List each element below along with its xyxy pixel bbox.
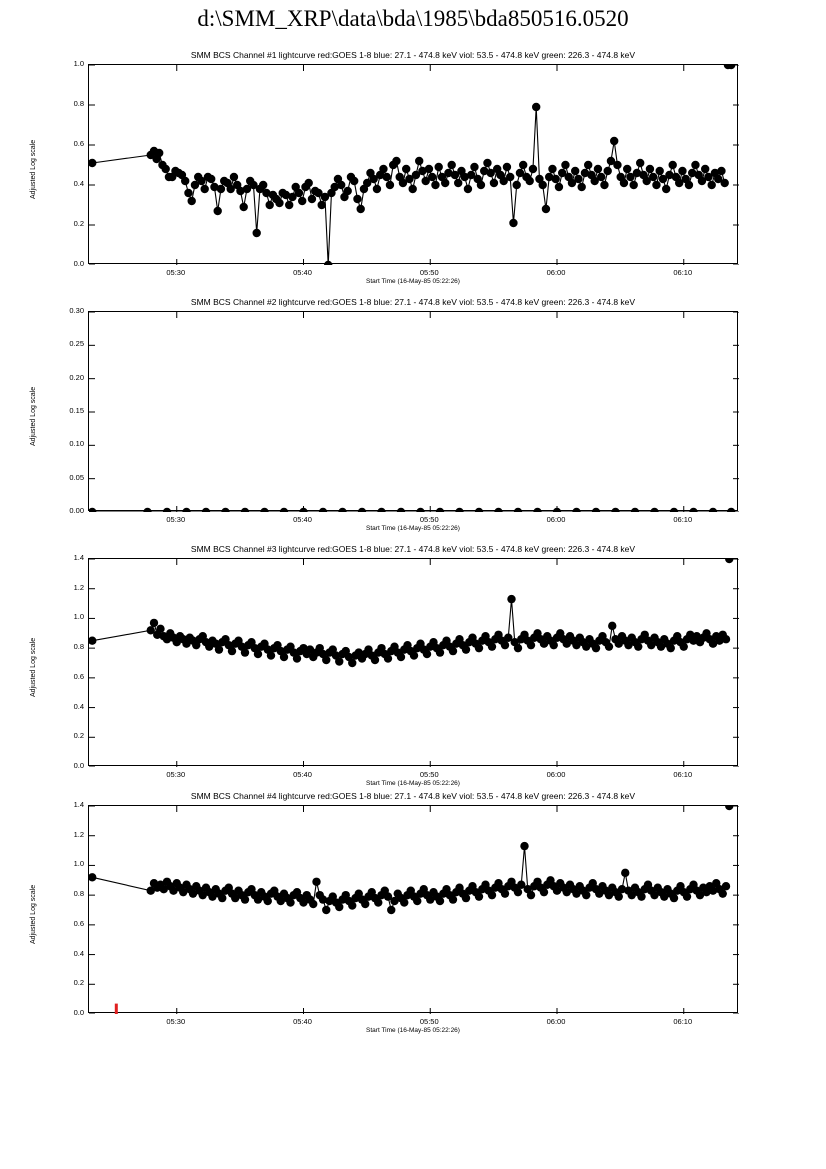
y-tick-label: 0.20 bbox=[69, 372, 84, 382]
x-tick-label: 05:30 bbox=[166, 1017, 186, 1026]
y-tick-label: 0.25 bbox=[69, 339, 84, 349]
plot-area-channel4 bbox=[88, 805, 738, 1013]
y-tick-label: 0.00 bbox=[69, 506, 84, 515]
y-tick-label: 0.2 bbox=[73, 731, 84, 741]
y-tick-label: 1.0 bbox=[73, 612, 84, 622]
x-tick-label: 05:40 bbox=[293, 268, 312, 277]
x-axis-label: Start Time (16-May-85 05:22:26) bbox=[366, 780, 460, 787]
x-axis-label: Start Time (16-May-85 05:22:26) bbox=[366, 278, 460, 285]
page-title: d:\SMM_XRP\data\bda\1985\bda850516.0520 bbox=[197, 6, 629, 31]
chart-title-channel2: SMM BCS Channel #2 lightcurve red:GOES 1-8 blue: 27.1 - 474.8 keV viol: 53.5 - 474.8 keV green: 226.3 - 474.8 keV bbox=[190, 297, 636, 307]
y-tick-label: 1.2 bbox=[73, 829, 84, 839]
y-axis-label: Adjusted Log scale bbox=[30, 386, 37, 446]
y-tick-label: 0.10 bbox=[69, 439, 84, 449]
chart-title-channel4: SMM BCS Channel #4 lightcurve red:GOES 1-8 blue: 27.1 - 474.8 keV viol: 53.5 - 474.8 keV green: 226.3 - 474.8 keV bbox=[190, 791, 636, 801]
y-tick-label: 0.0 bbox=[73, 259, 84, 268]
x-tick-label: 05:50 bbox=[419, 268, 439, 277]
y-tick-label: 0.2 bbox=[73, 219, 84, 228]
x-tick-label: 06:10 bbox=[673, 515, 693, 524]
y-tick-label: 0.6 bbox=[73, 139, 84, 148]
x-tick-label: 05:50 bbox=[419, 770, 439, 779]
x-tick-label: 06:00 bbox=[546, 515, 566, 524]
plot-area-channel3 bbox=[88, 558, 738, 766]
plot-area-channel2 bbox=[88, 311, 738, 511]
x-tick-label: 06:10 bbox=[673, 770, 693, 779]
y-tick-label: 0.15 bbox=[69, 406, 84, 415]
chart-title-channel3: SMM BCS Channel #3 lightcurve red:GOES 1-8 blue: 27.1 - 474.8 keV viol: 53.5 - 474.8 keV green: 226.3 - 474.8 keV bbox=[190, 544, 636, 554]
x-tick-label: 05:50 bbox=[419, 1017, 439, 1026]
plot-canvas-channel3 bbox=[89, 559, 739, 767]
goes-marker bbox=[115, 1004, 118, 1014]
x-tick-label: 05:30 bbox=[166, 515, 186, 524]
y-tick-label: 0.4 bbox=[73, 948, 84, 958]
y-tick-label: 0.30 bbox=[69, 306, 84, 315]
y-tick-label: 1.0 bbox=[73, 859, 84, 869]
y-tick-label: 0.6 bbox=[73, 918, 84, 928]
x-tick-label: 06:00 bbox=[546, 268, 566, 277]
plot-area-channel1 bbox=[88, 64, 738, 264]
x-tick-label: 06:10 bbox=[673, 268, 693, 277]
chart-panel-channel2 bbox=[0, 297, 826, 537]
y-tick-label: 0.4 bbox=[73, 179, 84, 188]
x-tick-label: 05:40 bbox=[293, 1017, 312, 1026]
x-tick-label: 06:00 bbox=[546, 770, 566, 779]
y-axis-label: Adjusted Log scale bbox=[30, 637, 37, 697]
y-tick-label: 0.4 bbox=[73, 701, 84, 711]
plot-canvas-channel1 bbox=[89, 65, 739, 265]
x-tick-label: 05:30 bbox=[166, 770, 186, 779]
y-tick-label: 0.8 bbox=[73, 99, 84, 108]
x-tick-label: 06:10 bbox=[673, 1017, 693, 1026]
y-tick-label: 0.6 bbox=[73, 671, 84, 681]
chart-panel-channel1 bbox=[0, 50, 826, 290]
y-tick-label: 0.8 bbox=[73, 642, 84, 652]
plot-canvas-channel2 bbox=[89, 312, 739, 512]
chart-title-channel1: SMM BCS Channel #1 lightcurve red:GOES 1-8 blue: 27.1 - 474.8 keV viol: 53.5 - 474.8 keV green: 226.3 - 474.8 keV bbox=[190, 50, 636, 60]
x-tick-label: 05:50 bbox=[419, 515, 439, 524]
y-tick-label: 0.0 bbox=[73, 761, 84, 770]
y-tick-label: 0.0 bbox=[73, 1008, 84, 1017]
y-tick-label: 1.4 bbox=[73, 553, 84, 562]
x-axis-label: Start Time (16-May-85 05:22:26) bbox=[366, 1027, 460, 1034]
y-tick-label: 1.2 bbox=[73, 582, 84, 592]
chart-panel-channel3 bbox=[0, 544, 826, 792]
x-tick-label: 05:40 bbox=[293, 515, 312, 524]
data-line bbox=[92, 846, 726, 910]
x-tick-label: 05:40 bbox=[293, 770, 312, 779]
y-tick-label: 0.8 bbox=[73, 889, 84, 899]
y-tick-label: 1.0 bbox=[73, 59, 84, 68]
plot-canvas-channel4 bbox=[89, 806, 739, 1014]
chart-panel-channel4 bbox=[0, 791, 826, 1039]
y-tick-label: 0.05 bbox=[69, 472, 84, 482]
y-axis-label: Adjusted Log scale bbox=[30, 139, 37, 199]
x-tick-label: 05:30 bbox=[166, 268, 186, 277]
x-tick-label: 06:00 bbox=[546, 1017, 566, 1026]
y-tick-label: 1.4 bbox=[73, 800, 84, 809]
x-axis-label: Start Time (16-May-85 05:22:26) bbox=[366, 525, 460, 532]
y-axis-label: Adjusted Log scale bbox=[30, 884, 37, 944]
y-tick-label: 0.2 bbox=[73, 978, 84, 988]
